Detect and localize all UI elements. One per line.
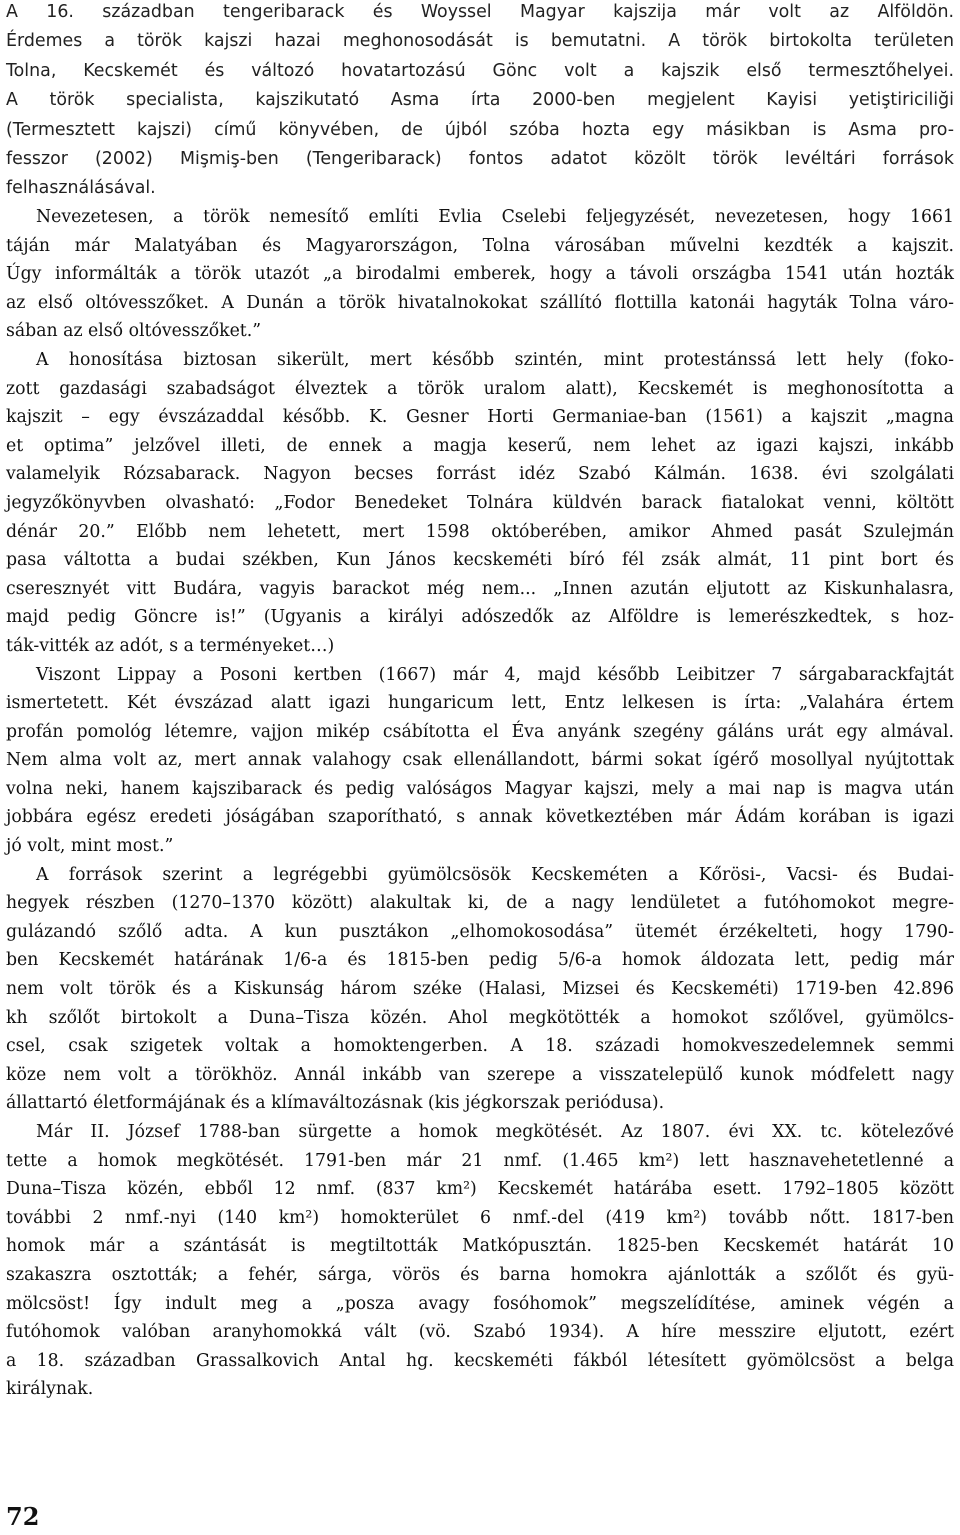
text-line: Már II. József 1788-ban sürgette a homok megkötését. Az 1807. évi XX. tc. kötelezővé	[36, 1122, 954, 1142]
text-line: kh szőlőt birtokolt a Duna–Tisza közén. Ahol megkötötték a homokot szőlővel, gyümölcs-	[6, 1007, 954, 1028]
text-line: ták-vitték az adót, s a terményeket…)	[6, 635, 335, 656]
text-line: Nem alma volt az, mert annak valahogy csak ellenállandott, bármi sokat ígérő mosollyal nyújtottak	[6, 750, 954, 771]
text-line: sában az első oltóvesszőket.”	[6, 321, 262, 342]
text-line: az első oltóvesszőket. A Dunán a török hivatalnokokat szállító flottilla katonái hagyták Tolna váro-	[6, 292, 954, 313]
paragraph-4	[6, 661, 954, 861]
text-line: dénár 20.” Előbb nem lehetett, mert 1598 októberében, amikor Ahmed pasát Szulejmán	[6, 521, 954, 542]
text-line: jegyzőkönyvben olvasható: „Fodor Benedeket Tolnára küldvén barack fiatalokat venni, költött	[6, 492, 954, 513]
text-line: homok már a szántását is megtiltották Matkópusztán. 1825-ben Kecskemét határát 10	[6, 1236, 954, 1257]
text-line: kajszit – egy évszázaddal később. K. Gesner Horti Germaniae-ban (1561) a kajszit „magna	[6, 407, 954, 428]
text-line: futóhomok valóban aranyhomokká vált (vö. Szabó 1934). A híre messzire eljutott, ezért	[6, 1322, 954, 1343]
text-line: volna neki, hanem kajszibarack és pedig valóságos Magyar kajszi, mely a mai nap is magva után	[6, 778, 954, 799]
text-line: A források szerint a legrégebbi gyümölcsösök Kecskeméten a Kőrösi-, Vacsi- és Budai-	[36, 864, 954, 885]
text-line: zott gazdasági szabadságot élveztek a török uralom alatt), Kecskemét is meghonosította a	[6, 378, 954, 399]
text-line: valamelyik Rózsabarack. Nagyon becses forrást idéz Szabó Kálmán. 1638. évi szolgálati	[6, 464, 954, 485]
paragraph-5	[6, 861, 954, 1118]
body-text	[6, 203, 954, 1404]
paragraph-2	[6, 203, 954, 346]
text-line: (Termesztett kajszi) című könyvében, de újból szóba hozta egy másikban is Asma pro-	[6, 119, 954, 140]
text-line: cseresznyét vitt Budára, vagyis barackot még nem... „Innen azután eljutott az Kiskunhalasra,	[6, 578, 954, 599]
text-line: pasa váltotta a budai székben, Kun János kecskeméti bíró fél zsák almát, 11 pint bort és	[6, 550, 954, 571]
text-line: tette a homok megkötését. 1791-ben már 21 nmf. (1.465 km²) lett hasznavehetetlenné a	[6, 1150, 954, 1171]
text-line: a 18. században Grassalkovich Antal hg. kecskeméti fákból létesített gyömölcsöst a belga	[6, 1350, 954, 1371]
text-line: Úgy informálták a török utazót „a birodalmi emberek, hogy a távoli országba 1541 után hozták	[6, 264, 954, 285]
text-line: Viszont Lippay a Posoni kertben (1667) már 4, majd később Leibitzer 7 sárgabarackfajtát	[36, 664, 954, 685]
text-line: jobbára egész eredeti jóságában szaporítható, s annak következtében már Ádám korában is igazi	[6, 807, 954, 828]
text-line: A 16. században tengeribarack és Woyssel Magyar kajszija már volt az Alföldön.	[6, 2, 954, 22]
text-line: csel, csak szigetek voltak a homoktengerben. A 18. századi homokveszedelemnek semmi	[6, 1036, 954, 1057]
text-line: nem volt török és a Kiskunság három széke (Halasi, Mizsei és Kecskeméti) 1719-ben 42.896	[6, 979, 954, 1000]
text-line: hegyek részben (1270–1370 között) alakultak ki, de a nagy lendületet a futóhomokot megre-	[6, 893, 954, 914]
text-line: jó volt, mint most.”	[6, 836, 174, 857]
text-line: A honosítása biztosan sikerült, mert később szintén, mint protestánssá lett hely (foko-	[36, 349, 954, 370]
text-line: majd pedig Göncre is!” (Ugyanis a királyi adószedők az Alföldre is lemerészkedtek, s hoz-	[6, 607, 954, 628]
text-line: fesszor (2002) Mişmiş-ben (Tengeribarack) fontos adatot közölt török levéltári források	[6, 149, 954, 170]
text-line: Nevezetesen, a török nemesítő említi Evlia Cselebi feljegyzését, nevezetesen, hogy 1661	[36, 207, 954, 227]
text-line: állattartó életformájának és a klímaváltozásnak (kis jégkorszak periódusa).	[6, 1093, 665, 1114]
text-line: táján már Malatyában és Magyarországon, Tolna városában művelni kezdték a kajszit.	[6, 235, 954, 256]
page-number: 72	[6, 1502, 40, 1531]
text-line: királynak.	[6, 1379, 94, 1400]
text-line: további 2 nmf.-nyi (140 km²) homokterület 6 nmf.-del (419 km²) tovább nőtt. 1817-ben	[6, 1207, 954, 1228]
text-line: Tolna, Kecskemét és változó hovatartozású Gönc volt a kajszik első termesztőhelyei.	[6, 60, 954, 81]
text-line: A török specialista, kajszikutató Asma írta 2000-ben megjelent Kayisi yetiştiriciliği	[6, 90, 954, 111]
paragraph-6	[6, 1118, 954, 1404]
text-line: szakaszra osztották; a fehér, sárga, vörös és barna homokra ajánlották a szőlőt és gyü-	[6, 1264, 954, 1285]
paragraph-3	[6, 346, 954, 661]
paragraph-1	[6, 0, 954, 204]
text-line: Duna–Tisza közén, ebből 12 nmf. (837 km²) Kecskemét határába esett. 1792–1805 között	[6, 1179, 954, 1200]
text-line: ben Kecskemét határának 1/6-a és 1815-ben pedig 5/6-a homok áldozata lett, pedig már	[6, 950, 954, 971]
text-line: köze nem volt a törökhöz. Annál inkább van szerepe a visszatelepülő kunok módfelett nagy	[6, 1064, 954, 1085]
text-line: ismertetett. Két évszázad alatt igazi hungaricum lett, Entz lelkesen is írta: „Valahára értem	[6, 693, 954, 714]
text-line: et optima” jelzővel illeti, de ennek a magja keserű, nem lehet az igazi kajszi, inkább	[6, 435, 954, 456]
text-line: mölcsöst! Így indult meg a „posza avagy fosóhomok” megszelídítése, aminek végén a	[6, 1293, 954, 1314]
text-line: felhasználásával.	[6, 178, 156, 199]
text-line: gulázandó szőlő adta. A kun pusztákon „elhomokosodása” ütemét érzékelteti, hogy 1790-	[6, 921, 954, 942]
text-line: profán pomológ létemre, vajjon mikép csábította el Éva anyánk szegény gáláns urát egy almával.	[6, 721, 954, 742]
text-line: Érdemes a török kajszi hazai meghonosodását is bemutatni. A török birtokolta területen	[6, 31, 954, 52]
